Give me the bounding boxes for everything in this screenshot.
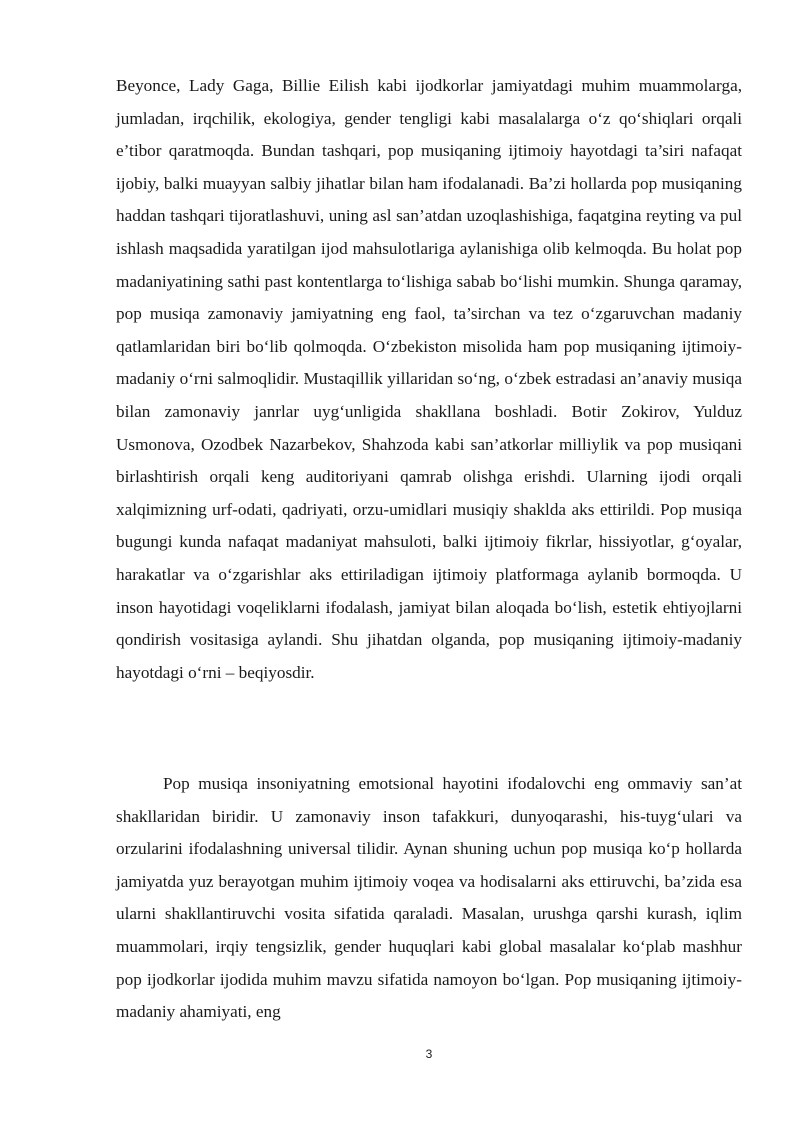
page-number: 3 [425, 1047, 433, 1061]
body-paragraph-2: Pop musiqa insoniyatning emotsional hayotini ifodalovchi eng ommaviy san’at shakllaridan biridir. U zamonaviy inson tafakkuri, dunyoqarashi, his-tuyg‘ulari va orzularini ifodalashning universal tilidir. Aynan shuning uchun pop musiqa ko‘p hollarda jamiyatda yuz berayotgan muhim ijtimoiy voqea va hodisalarni aks ettiruvchi, ba’zida esa ularni shakllantiruvchi vosita sifatida qaraladi. Masalan, urushga qarshi kurash, iqlim muammolari, irqiy tengsizlik, gender huquqlari kabi global masalalar ko‘plab mashhur pop ijodkorlar ijodida muhim mavzu sifatida namoyon bo‘lgan. Pop musiqaning ijtimoiy-madaniy ahamiyati, eng [116, 774, 742, 1022]
body-paragraph-1: Beyonce, Lady Gaga, Billie Eilish kabi ijodkorlar jamiyatdagi muhim muammolarga, jumladan, irqchilik, ekologiya, gender tengligi kabi masalalarga o‘z qo‘shiqlari orqali e’tibor qaratmoqda. Bundan tashqari, pop musiqaning ijtimoiy hayotdagi ta’siri nafaqat ijobiy, balki muayyan salbiy jihatlar bilan ham ifodalanadi. Ba’zi hollarda pop musiqaning haddan tashqari tijoratlashuvi, uning asl san’atdan uzoqlashishiga, faqatgina reyting va pul ishlash maqsadida yaratilgan ijod mahsulotlariga aylanishiga olib kelmoqda. Bu holat pop madaniyatining sathi past kontentlarga to‘lishiga sabab bo‘lishi mumkin. Shunga qaramay, pop musiqa zamonaviy jamiyatning eng faol, ta’sirchan va tez o‘zgaruvchan madaniy qatlamlaridan biri bo‘lib qolmoqda. O‘zbekiston misolida ham pop musiqaning ijtimoiy-madaniy o‘rni salmoqlidir. Mustaqillik yillaridan so‘ng, o‘zbek estradasi an’anaviy musiqa bilan zamonaviy janrlar uyg‘unligida shakllana boshladi. Botir Zokirov, Yulduz Usmonova, Ozodbek Nazarbekov, Shahzoda kabi san’atkorlar milliylik va pop musiqani birlashtirish orqali keng auditoriyani qamrab olishga erishdi. Ularning ijodi orqali xalqimizning urf-odati, qadriyati, orzu-umidlari musiqiy shaklda aks ettirildi. Pop musiqa bugungi kunda nafaqat madaniyat mahsuloti, balki ijtimoiy fikrlar, hissiyotlar, g‘oyalar, harakatlar va o‘zgarishlar aks ettiriladigan ijtimoiy platformaga aylanib bormoqda. U inson hayotidagi voqeliklarni ifodalash, jamiyat bilan aloqada bo‘lish, estetik ehtiyojlarni qondirish vositasiga aylandi. Shu jihatdan olganda, pop musiqaning ijtimoiy-madaniy hayotdagi o‘rni – beqiyosdir. [116, 76, 742, 682]
